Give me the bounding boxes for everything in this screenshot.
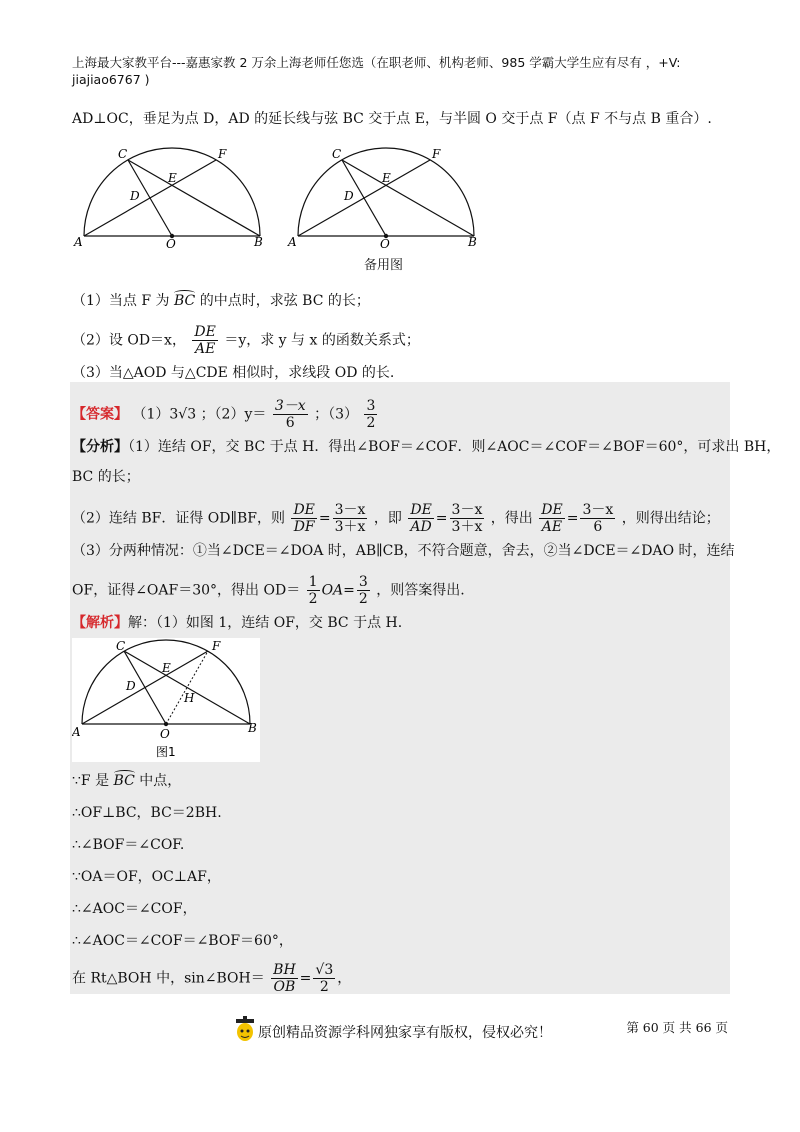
label-a: A xyxy=(288,235,297,249)
spare-figure xyxy=(286,140,486,250)
solution-step-6: ∴∠AOC＝∠COF＝∠BOF＝60°， xyxy=(72,933,293,949)
page-number: 第 60 页 共 66 页 xyxy=(626,1020,728,1035)
segment-af xyxy=(298,160,430,236)
header-line-2: jiajiao6767 ) xyxy=(72,72,150,87)
mascot-logo-icon xyxy=(232,1016,258,1046)
label-c: C xyxy=(116,639,126,653)
label-e: E xyxy=(382,171,391,185)
label-e: E xyxy=(168,171,177,185)
label-c: C xyxy=(332,147,342,161)
label-d: D xyxy=(344,189,354,203)
solution-step-4: ∵OA＝OF，OC⊥AF， xyxy=(72,869,221,885)
analysis-line-3: （2）连结 BF．证得 OD∥BF，则 $\frac{DE}{DF}$ = $\frac{3-x}{3+x}$ ，即 $\frac{DE}{AD}$ = $\frac{3-x}{3+x}$ ，得出 $\frac{DE}{AE}$ = $\frac{3-x}{6}$ ，则得出结论； xyxy=(72,502,720,535)
solution-tag: 【解析】 xyxy=(72,615,128,631)
label-c: C xyxy=(118,147,128,161)
center-dot-o xyxy=(164,722,168,726)
figure-1 xyxy=(72,638,260,762)
fraction-de-ae: $\frac{DE}{AE}$ xyxy=(194,324,216,357)
figure-1-caption: 图1 xyxy=(156,745,176,759)
label-f: F xyxy=(218,147,227,161)
problem-intro: AD⊥OC，垂足为点 D，AD 的延长线与弦 BC 交于点 E，与半圆 O 交于点 F（点 F 不与点 B 重合）. xyxy=(72,111,712,127)
arc-bc: BC xyxy=(173,293,196,309)
solution-step-1: ∵F 是 BC 中点， xyxy=(72,773,182,789)
header-line-1: 上海最大家教平台---嘉惠家教 2 万余上海老师任您选（在职老师、机构老师、985 学霸大学生应有尽有 ，+V: xyxy=(72,55,681,70)
main-figure xyxy=(72,140,272,250)
label-d: D xyxy=(130,189,140,203)
solution-step-3: ∴∠BOF＝∠COF. xyxy=(72,837,185,853)
semicircle-arc xyxy=(84,148,260,236)
analysis-tag: 【分析】 xyxy=(72,439,128,455)
chord-cb xyxy=(342,160,474,236)
label-e: E xyxy=(162,661,171,675)
semicircle-arc xyxy=(298,148,474,236)
solution-step-7: 在 Rt△BOH 中，sin∠BOH＝ $\frac{BH}{OB}$ = $\frac{√3}{2}$ ， xyxy=(72,962,352,995)
analysis-line-2: BC 的长； xyxy=(72,469,140,485)
copyright-note: 原创精品资源学科网独家享有版权，侵权必究！ xyxy=(258,1025,552,1041)
label-b: B xyxy=(468,235,477,249)
question-1: （1）当点 F 为 BC 的中点时，求弦 BC 的长； xyxy=(72,293,370,309)
label-a: A xyxy=(72,725,81,739)
label-o: O xyxy=(160,727,170,741)
label-a: A xyxy=(74,235,83,249)
analysis-line-5: OF，证得∠OAF＝30°，得出 OD＝ $\frac{1}{2}$ OA= $\frac{3}{2}$ ，则答案得出. xyxy=(72,574,465,607)
label-o: O xyxy=(380,237,390,250)
analysis-line-4: （3）分两种情况：①当∠DCE＝∠DOA 时，AB∥CB，不符合题意，舍去，②当∠DCE＝∠DAO 时，连结 xyxy=(72,543,735,559)
arc-bc: BC xyxy=(113,773,135,789)
question-2: （2）设 OD＝x， $\frac{DE}{AE}$ ＝y，求 y 与 x 的函数关系式； xyxy=(72,324,420,357)
answer-tag: 【答案】 xyxy=(72,406,128,423)
question-3: （3）当△AOD 与△CDE 相似时，求线段 OD 的长. xyxy=(72,365,395,381)
label-o: O xyxy=(166,237,176,250)
answer-fraction-3: $\frac{3}{2}$ xyxy=(366,398,376,431)
spare-figure-caption: 备用图 xyxy=(364,258,404,273)
answer-line: 【答案】 （1）3√3 ；（2）y＝ $\frac{3-x}{6}$ ；（3） $\frac{3}{2}$ xyxy=(72,398,376,431)
label-f: F xyxy=(432,147,441,161)
label-b: B xyxy=(248,721,257,735)
label-h: H xyxy=(184,691,195,705)
label-b: B xyxy=(254,235,263,249)
answer-fraction-2: $\frac{3-x}{6}$ xyxy=(274,398,306,431)
label-f: F xyxy=(212,639,221,653)
solution-line-1: 【解析】解：（1）如图 1，连结 OF，交 BC 于点 H. xyxy=(72,615,403,631)
page-header xyxy=(72,54,732,88)
chord-cb xyxy=(128,160,260,236)
solution-step-5: ∴∠AOC＝∠COF， xyxy=(72,901,197,917)
label-d: D xyxy=(126,679,136,693)
analysis-line-1: 【分析】（1）连结 OF，交 BC 于点 H．得出∠BOF＝∠COF．则∠AOC＝∠COF＝∠BOF＝60°，可求出 BH， xyxy=(72,439,781,455)
segment-af xyxy=(84,160,216,236)
solution-step-2: ∴OF⊥BC，BC＝2BH. xyxy=(72,805,222,821)
